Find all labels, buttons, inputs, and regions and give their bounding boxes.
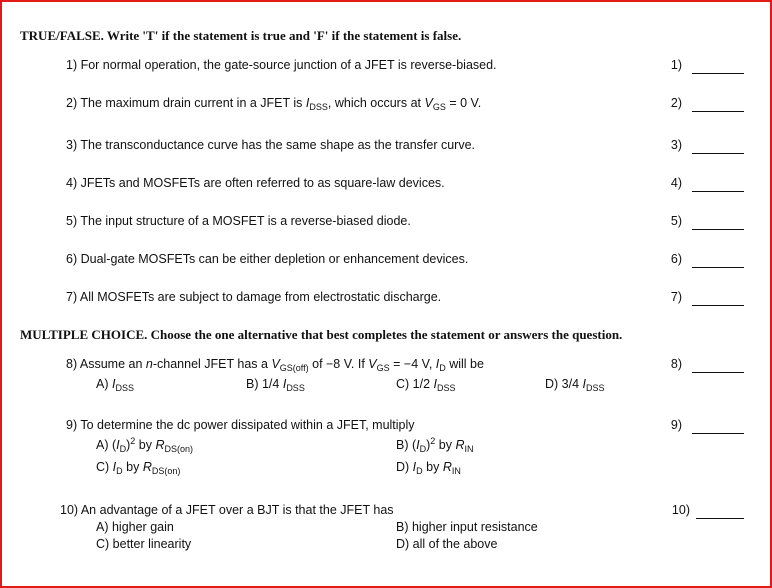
answer-blank-4[interactable] <box>692 191 744 192</box>
q10-option-b[interactable]: B) higher input resistance <box>396 520 538 534</box>
answer-number-9: 9) <box>670 418 682 432</box>
q10-option-d[interactable]: D) all of the above <box>396 537 498 551</box>
answer-number-6: 6) <box>670 252 682 266</box>
answer-blank-7[interactable] <box>692 305 744 306</box>
answer-number-10: 10) <box>671 503 690 517</box>
q9-option-b[interactable]: B) $(I_D)^2$ by $R_{IN}$ <box>396 436 474 454</box>
answer-blank-3[interactable] <box>692 153 744 154</box>
tf-question-3: 3) The transconductance curve has the same shape as the transfer curve. <box>66 138 476 152</box>
answer-blank-9[interactable] <box>692 433 744 434</box>
mc-question-8: 8) Assume an n-channel JFET has a $V_{GS(off)}$ of −8 V. If $V_{GS} = -4$ V, $I_D$ will be <box>66 357 484 373</box>
mc-question-9: 9) To determine the dc power dissipated within a JFET, multiply <box>66 418 415 432</box>
tf-section-heading: TRUE/FALSE. Write 'T' if the statement is true and 'F' if the statement is false. <box>20 28 462 43</box>
q8-option-d[interactable]: D) 3/4 $I_{DSS}$ <box>545 377 605 393</box>
q9-option-a[interactable]: A) $(I_D)^2$ by $R_{DS(on)}$ <box>96 436 194 454</box>
tf-question-2: 2) The maximum drain current in a JFET is $I_{DSS}$, which occurs at $V_{GS} = 0$ V. <box>66 96 482 112</box>
tf-question-4: 4) JFETs and MOSFETs are often referred to as square-law devices. <box>66 176 445 190</box>
q10-option-a[interactable]: A) higher gain <box>96 520 174 534</box>
answer-blank-8[interactable] <box>692 372 744 373</box>
answer-blank-6[interactable] <box>692 267 744 268</box>
answer-number-1: 1) <box>670 58 682 72</box>
answer-blank-5[interactable] <box>692 229 744 230</box>
answer-blank-2[interactable] <box>692 111 744 112</box>
q8-option-b[interactable]: B) 1/4 $I_{DSS}$ <box>246 377 305 393</box>
tf-question-7: 7) All MOSFETs are subject to damage from electrostatic discharge. <box>66 290 442 304</box>
mc-question-10: 10) An advantage of a JFET over a BJT is that the JFET has <box>60 503 394 517</box>
tf-question-1: 1) For normal operation, the gate-source junction of a JFET is reverse-biased. <box>66 58 497 72</box>
answer-number-8: 8) <box>670 357 682 371</box>
q8-option-c[interactable]: C) 1/2 $I_{DSS}$ <box>396 377 456 393</box>
mc-section-heading: MULTIPLE CHOICE. Choose the one alternative that best completes the statement or answers the question. <box>20 327 623 342</box>
q9-option-c[interactable]: C) $I_D$ by $R_{DS(on)}$ <box>96 460 181 476</box>
answer-number-3: 3) <box>670 138 682 152</box>
answer-number-2: 2) <box>670 96 682 110</box>
answer-number-7: 7) <box>670 290 682 304</box>
q10-option-c[interactable]: C) better linearity <box>96 537 192 551</box>
q8-option-a[interactable]: A) $I_{DSS}$ <box>96 377 134 393</box>
answer-number-5: 5) <box>670 214 682 228</box>
answer-number-4: 4) <box>670 176 682 190</box>
answer-blank-10[interactable] <box>696 518 744 519</box>
tf-question-5: 5) The input structure of a MOSFET is a reverse-biased diode. <box>66 214 411 228</box>
q9-option-d[interactable]: D) $I_D$ by $R_{IN}$ <box>396 460 461 476</box>
answer-blank-1[interactable] <box>692 73 744 74</box>
tf-question-6: 6) Dual-gate MOSFETs can be either depletion or enhancement devices. <box>66 252 469 266</box>
